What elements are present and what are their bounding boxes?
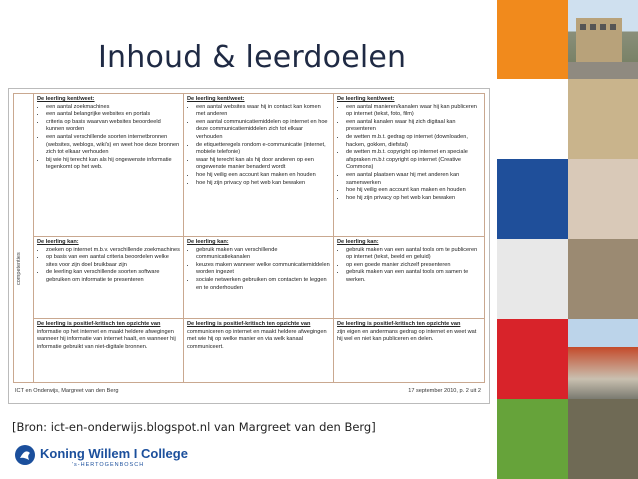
list-item: • bij wie hij terecht kan als hij ongewenste informatie tegenkomt op het web. — [46, 157, 180, 172]
list-item: • de etiquetteregels rondom e-communicatie (internet, mobiele telefonie) — [196, 142, 330, 157]
table-row — [34, 237, 484, 319]
list-item: • op basis van een aantal criteria beoordelen welke sites voor zijn doel bruikbaar zijn — [46, 254, 180, 269]
list-item: • een aantal communicatiemiddelen op internet en hoe deze communicatiemiddelen zich tot elkaar verhouden — [196, 119, 330, 142]
college-logo — [14, 444, 214, 472]
cell-list — [187, 247, 330, 293]
cell-heading: De leerling kent/weet: — [187, 96, 245, 102]
table-cell — [184, 319, 334, 382]
cell-list — [337, 247, 483, 285]
cell-heading: De leerling is positief-kritisch ten opzichte van — [187, 321, 311, 327]
strip-blue — [497, 159, 568, 239]
table-grid — [34, 94, 484, 382]
doc-footer-right: 17 september 2010, p. 2 uit 2 — [408, 388, 481, 394]
strip-grey — [497, 239, 568, 319]
table-cell — [184, 237, 334, 318]
photo-students-class — [568, 79, 638, 159]
table-row — [34, 319, 484, 382]
photo-workshop — [568, 399, 638, 479]
list-item: • op een goede manier zichzelf presenteren — [346, 262, 483, 270]
logo-mark-icon — [14, 444, 36, 466]
list-item: • een aantal kanalen waar hij zich digitaal kan presenteren — [346, 119, 483, 134]
table-cell — [34, 94, 184, 236]
cell-list — [337, 104, 483, 203]
list-item: • hoe hij zijn privacy op het web kan bewaken — [196, 180, 330, 188]
list-item: • zoeken op internet m.b.v. verschillende zoekmachines — [46, 247, 180, 255]
list-item: • een aantal zoekmachines — [46, 104, 180, 112]
cell-heading: De leerling is positief-kritisch ten opzichte van — [37, 321, 161, 327]
list-item: • een aantal plaatsen waar hij met anderen kan samenwerken — [346, 172, 483, 187]
list-item: • gebruik maken van een aantal tools om samen te werken. — [346, 269, 483, 284]
cell-heading: De leerling kent/weet: — [37, 96, 95, 102]
table-cell — [34, 319, 184, 382]
source-caption: [Bron: ict-en-onderwijs.blogspot.nl van Margreet van den Berg] — [12, 420, 376, 434]
color-strip — [497, 0, 568, 479]
list-item: • hoe hij veilig een account kan maken en houden — [346, 187, 483, 195]
list-item: • een aantal websites waar hij in contact kan komen met anderen — [196, 104, 330, 119]
list-item: • criteria op basis waarvan websites beoordeeld kunnen worden — [46, 119, 180, 134]
cell-heading: De leerling kent/weet: — [337, 96, 395, 102]
list-item: • waar hij terecht kan als hij door anderen op een ongewenste manier benaderd wordt — [196, 157, 330, 172]
cell-text: zijn eigen en andermans gedrag op internet en weet wat hij wel en niet kan publiceren en delen. — [337, 328, 477, 343]
competency-table — [13, 93, 485, 383]
list-item: • een aantal belangrijke websites en portals — [46, 111, 180, 119]
cell-list — [37, 247, 180, 285]
strip-green — [497, 399, 568, 479]
list-item: • de wetten m.b.t. gedrag op internet (downloaden, hacken, gokken, diefstal) — [346, 134, 483, 149]
cell-list — [187, 104, 330, 188]
list-item: • hoe hij veilig een account kan maken en houden — [196, 172, 330, 180]
strip-red — [497, 319, 568, 399]
list-item: • de leerling kan verschillende soorten software gebruiken om informatie te presenteren — [46, 269, 180, 284]
logo-name: Koning Willem I College — [40, 446, 188, 461]
list-item: • keuzes maken wanneer welke communicatiemiddelen worden ingezet — [196, 262, 330, 277]
list-item: • een aantal manieren/kanalen waar hij kan publiceren op internet (tekst, foto, film) — [346, 104, 483, 119]
cell-heading: De leerling kan: — [187, 239, 229, 245]
photo-school-building — [568, 319, 638, 399]
side-label: competenties — [16, 252, 22, 286]
cell-text: informatie op het internet en maakt heldere afwegingen wanneer hij informatie van internet haalt, en wanneer hij informatie gebruikt van niet-digitale bronnen. — [37, 328, 176, 350]
photo-lab — [568, 159, 638, 239]
photo-building — [568, 0, 638, 79]
list-item: • een aantal verschillende soorten internetbronnen (websites, weblogs, wiki's) en weet hoe deze bronnen zich tot elkaar verhouden — [46, 134, 180, 157]
photo-two-students — [568, 239, 638, 319]
cell-heading: De leerling kan: — [37, 239, 79, 245]
strip-orange — [497, 0, 568, 79]
side-column — [14, 94, 34, 382]
cell-heading: De leerling is positief-kritisch ten opzichte van — [337, 321, 461, 327]
photo-column — [568, 0, 638, 479]
table-cell — [184, 94, 334, 236]
cell-text: communiceren op internet en maakt heldere afwegingen met wie hij op welke manier en via welk kanaal communiceert. — [187, 328, 327, 350]
logo-subtitle: 's-HERTOGENBOSCH — [72, 462, 145, 468]
slide-title: Inhoud & leerdoelen — [98, 40, 407, 75]
table-row — [34, 94, 484, 237]
table-cell — [334, 237, 486, 318]
cell-heading: De leerling kan: — [337, 239, 379, 245]
list-item: • gebruik maken van verschillende communicatiekanalen — [196, 247, 330, 262]
doc-footer-left: ICT en Onderwijs, Margreet van den Berg — [15, 388, 119, 394]
list-item: • sociale netwerken gebruiken om contacten te leggen en te onderhouden — [196, 277, 330, 292]
list-item: • de wetten m.b.t. copyright op internet en speciale afspraken m.b.t copyright op internet (Creative Commons) — [346, 149, 483, 172]
cell-list — [37, 104, 180, 172]
document-image — [8, 88, 490, 404]
table-cell — [34, 237, 184, 318]
strip-white — [497, 79, 568, 159]
list-item: • gebruik maken van een aantal tools om te publiceren op internet (tekst, beeld en geluid) — [346, 247, 483, 262]
list-item: • hoe hij zijn privacy op het web kan bewaken — [346, 195, 483, 203]
table-cell — [334, 94, 486, 236]
table-cell — [334, 319, 486, 382]
